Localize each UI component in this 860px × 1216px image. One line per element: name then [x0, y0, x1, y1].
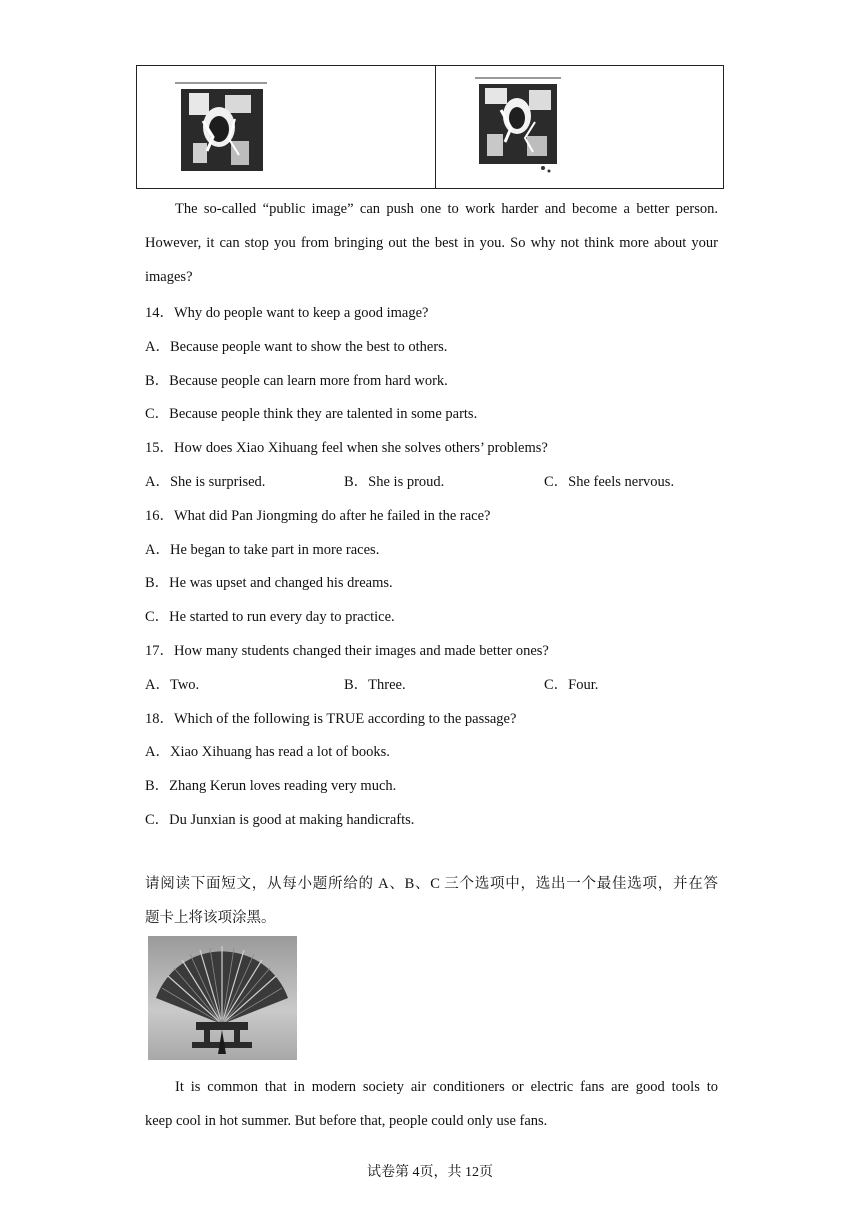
passage-paragraph-line-3: images? [145, 269, 193, 285]
question-17-option-c[interactable]: C．Four. [544, 677, 599, 693]
portrait-sketch-left [173, 81, 269, 176]
question-15-option-b[interactable]: B．She is proud. [344, 474, 445, 490]
image-table [136, 65, 724, 189]
question-17-option-a[interactable]: A．Two. [145, 677, 200, 693]
portrait-sketch-right [473, 76, 563, 176]
question-18-option-b[interactable]: B．Zhang Kerun loves reading very much. [145, 778, 397, 794]
folding-fan-photo [148, 936, 297, 1060]
section-instruction-line-2: 题卡上将该项涂黑。 [145, 910, 276, 926]
question-17-option-b[interactable]: B．Three. [344, 677, 406, 693]
question-15-stem: 15．How does Xiao Xihuang feel when she solves others’ problems? [145, 440, 548, 456]
question-14-option-c[interactable]: C．Because people think they are talented in some parts. [145, 406, 478, 422]
question-14-stem: 14．Why do people want to keep a good image? [145, 305, 429, 321]
passage-paragraph-line-1: The so-called “public image” can push one to work harder and become a better person. [175, 201, 718, 217]
question-14-option-a[interactable]: A．Because people want to show the best to others. [145, 339, 448, 355]
question-17-stem: 17．How many students changed their images and made better ones? [145, 643, 549, 659]
question-16-stem: 16．What did Pan Jiongming do after he failed in the race? [145, 508, 491, 524]
passage2-line-2: keep cool in hot summer. But before that, people could only use fans. [145, 1113, 548, 1129]
question-15-option-c[interactable]: C．She feels nervous. [544, 474, 675, 490]
question-18-stem: 18．Which of the following is TRUE according to the passage? [145, 711, 517, 727]
question-16-option-b[interactable]: B．He was upset and changed his dreams. [145, 575, 393, 591]
question-18-option-c[interactable]: C．Du Junxian is good at making handicrafts. [145, 812, 415, 828]
passage2-line-1: It is common that in modern society air conditioners or electric fans are good tools to [175, 1079, 718, 1095]
question-16-option-c[interactable]: C．He started to run every day to practice. [145, 609, 395, 625]
question-18-option-a[interactable]: A．Xiao Xihuang has read a lot of books. [145, 744, 390, 760]
table-divider [435, 66, 436, 188]
page-footer: 试卷第 4页，共 12页 [367, 1165, 493, 1180]
question-15-option-a[interactable]: A．She is surprised. [145, 474, 266, 490]
passage-paragraph-line-2: However, it can stop you from bringing out the best in you. So why not think more about your [145, 235, 718, 251]
question-14-option-b[interactable]: B．Because people can learn more from hard work. [145, 373, 448, 389]
section-instruction-line-1: 请阅读下面短文，从每小题所给的 A、B、C 三个选项中，选出一个最佳选项，并在答 [145, 876, 718, 892]
question-16-option-a[interactable]: A．He began to take part in more races. [145, 542, 380, 558]
